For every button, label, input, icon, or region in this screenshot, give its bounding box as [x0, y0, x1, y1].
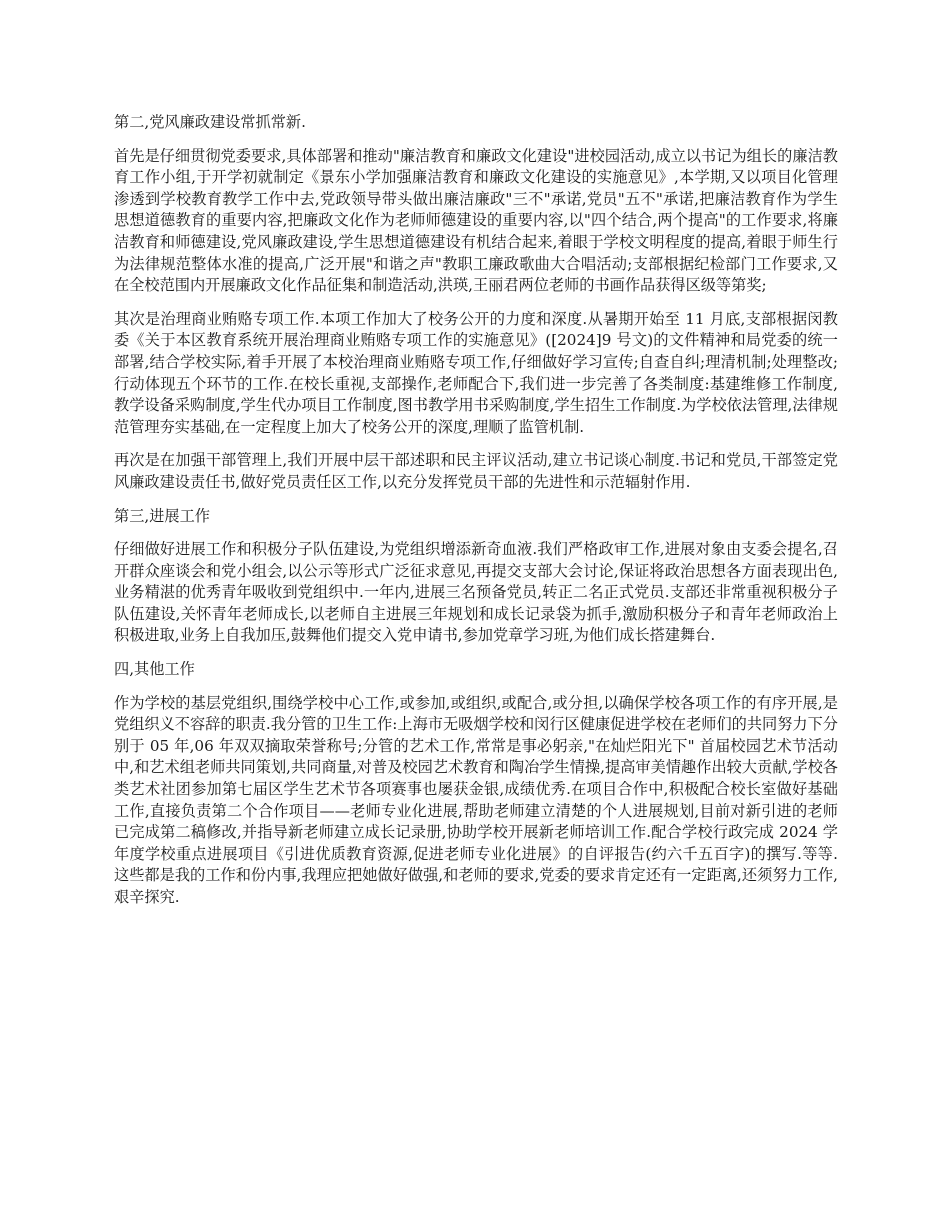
document-page [114, 112, 838, 921]
section-heading-party-conduct: 第二,党风廉政建设常抓常新. [114, 113, 306, 131]
section-heading-development: 第三,进展工作 [114, 506, 210, 525]
paragraph-development-work: 仔细做好进展工作和积极分子队伍建设,为党组织增添新奇血液.我们严格政审工作,进展对象由支委会提名,召开群众座谈会和党小组会,以公示等形式广泛征求意见,再提交支部大会讨论,保证将政治思想各方面表现出色,业务精湛的优秀青年吸收到党组织中.一年内,进展三名预备党员,转正二名正式党员.支部还非常重视积极分子队伍建设,关怀青年老师成长,以老师自主进展三年规划和成长记录袋为抓手,激励积极分子和青年老师政治上积极进取,业务上自我加压,鼓舞他们提交入党申请书,参加党章学习班,为他们成长搭建舞台. [114, 540, 838, 645]
paragraph-clean-education: 首先是仔细贯彻党委要求,具体部署和推动"廉洁教育和廉政文化建设"进校园活动,成立以书记为组长的廉洁教育工作小组,于开学初就制定《景东小学加强廉洁教育和廉政文化建设的实施意见》,本学期,又以项目化管理渗透到学校教育教学工作中去,党政领导带头做出廉洁廉政"三不"承诺,党员"五不"承诺,把廉洁教育作为学生思想道德教育的重要内容,把廉政文化作为老师师德建设的重要内容,以"四个结合,两个提高"的工作要求,将廉洁教育和师德建设,党风廉政建设,学生思想道德建设有机结合起来,着眼于学校文明程度的提高,着眼于师生行为法律规范整体水准的提高,广泛开展"和谐之声"教职工廉政歌曲大合唱活动;支部根据纪检部门工作要求,又在全校范围内开展廉政文化作品征集和制造活动,洪瑛,王丽君两位老师的书画作品获得区级等第奖; [114, 146, 838, 295]
paragraph-cadre-management: 再次是在加强干部管理上,我们开展中层干部述职和民主评议活动,建立书记谈心制度.书记和党员,干部签定党风廉政建设责任书,做好党员责任区工作,以充分发挥党员干部的先进性和示范辐射作用. [114, 451, 838, 491]
paragraph-commercial-bribery: 其次是治理商业贿赂专项工作.本项工作加大了校务公开的力度和深度.从暑期开始至 11 月底,支部根据闵教委《关于本区教育系统开展治理商业贿赂专项工作的实施意见》([2024]9 号文)的文件精神和局党委的统一部署,结合学校实际,着手开展了本校治理商业贿赂专项工作,仔细做好学习宣传;自查自纠;理清机制;处理整改;行动体现五个环节的工作.在校长重视,支部操作,老师配合下,我们进一步完善了各类制度:基建维修工作制度,教学设备采购制度,学生代办项目工作制度,图书教学用书采购制度,学生招生工作制度.为学校依法管理,法律规范管理夯实基础,在一定程度上加大了校务公开的深度,理顺了监管机制. [114, 309, 838, 436]
section-heading-other-work: 四,其他工作 [114, 660, 195, 679]
paragraph-other-work: 作为学校的基层党组织,围绕学校中心工作,或参加,或组织,或配合,或分担,以确保学校各项工作的有序开展,是党组织义不容辞的职责.我分管的卫生工作:上海市无吸烟学校和闵行区健康促进学校在老师们的共同努力下分别于 05 年,06 年双双摘取荣誉称号;分管的艺术工作,常常是事必躬亲,"在灿烂阳光下" 首届校园艺术节活动中,和艺术组老师共同策划,共同商量,对普及校园艺术教育和陶冶学生情操,提高审美情趣作出较大贡献,学校各类艺术社团参加第七届区学生艺术节各项赛事也屡获金银,成绩优秀.在项目合作中,积极配合校长室做好基础工作,直接负责第二个合作项目——老师专业化进展,帮助老师建立清楚的个人进展规划,目前对新引进的老师已完成第二稿修改,并指导新老师建立成长记录册,协助学校开展新老师培训工作.配合学校行政完成 2024 学年度学校重点进展项目《引进优质教育资源,促进老师专业化进展》的自评报告(约六千五百字)的撰写.等等.这些都是我的工作和份内事,我理应把她做好做强,和老师的要求,党委的要求肯定还有一定距离,还须努力工作,艰辛探究. [114, 693, 838, 906]
